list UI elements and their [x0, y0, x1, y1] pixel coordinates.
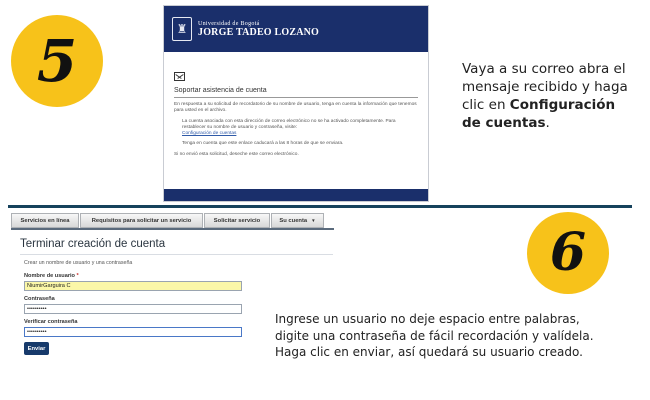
account-configuration-link[interactable]: Configuración de cuentas — [182, 131, 237, 137]
top-nav — [11, 213, 334, 230]
step-5-badge — [11, 15, 103, 107]
password-input[interactable]: •••••••••• — [24, 304, 242, 314]
email-paragraph-1: En respuesta a su solicitud de recordatorio de su nombre de usuario, tenga en cuenta la información que tenemos para usted en el archivo. — [174, 102, 417, 114]
instruction-step-5-text: Vaya a su correo abra el mensaje recibido y haga clic en — [462, 61, 628, 113]
email-screenshot — [163, 5, 429, 202]
university-name — [198, 21, 319, 38]
university-name-line2: JORGE TADEO LOZANO — [198, 26, 320, 38]
username-input[interactable]: NiumirGarguira C — [24, 281, 242, 291]
envelope-icon — [174, 72, 185, 81]
email-title: Soportar asistencia de cuenta — [174, 87, 418, 98]
verify-password-input[interactable]: •••••••••• — [24, 327, 242, 337]
tab-your-account[interactable] — [271, 213, 324, 228]
email-body — [164, 52, 428, 158]
form-subtitle: Crear un nombre de usuario y una contraseña — [24, 260, 133, 266]
submit-button[interactable]: Enviar — [24, 342, 49, 355]
username-label-text: Nombre de usuario — [24, 273, 75, 279]
tab-service-requirements[interactable]: Requisitos para solicitar un servicio — [80, 213, 203, 228]
step-6-badge — [527, 212, 609, 294]
instruction-step-5-end: . — [545, 115, 550, 131]
tab-online-services[interactable]: Servicios en línea — [11, 213, 79, 228]
email-footer — [164, 189, 428, 201]
password-label: Contraseña — [24, 296, 55, 302]
instruction-step-6: Ingrese un usuario no deje espacio entre palabras, digite una contraseña de fácil recordación y valídela. Haga clic en enviar, así quedará su usuario creado. — [275, 312, 594, 359]
university-logo — [172, 17, 192, 41]
verify-password-label: Verificar contraseña — [24, 319, 78, 325]
university-name-line1: Universidad de Bogotá — [198, 20, 260, 27]
email-paragraph-4: Si no envió esta solicitud, deseche este correo electrónico. — [174, 151, 299, 157]
instruction-step-5 — [462, 60, 632, 132]
tab-request-service[interactable]: Solicitar servicio — [204, 213, 270, 228]
username-label — [11, 273, 334, 279]
chevron-down-icon: ▼ — [311, 218, 316, 223]
email-paragraph-2 — [174, 119, 418, 138]
step-5-number: 5 — [36, 27, 78, 95]
email-header — [164, 6, 428, 52]
form-title: Terminar creación de cuenta — [20, 238, 166, 250]
step-6-number: 6 — [549, 222, 587, 283]
email-paragraph-3: Tenga en cuenta que este enlace caducará a las 8 horas de que se enviara. — [182, 141, 344, 147]
university-crest-icon: ♜ — [176, 22, 188, 36]
required-asterisk: * — [76, 273, 79, 279]
instruction-step-5-bold: Configuración de cuentas — [462, 97, 616, 131]
section-divider — [8, 205, 632, 208]
email-paragraph-2-text: La cuenta asociada con esta dirección de correo electrónico no se ha activado completamente. Para restablecer su nombre de usuario y contraseña, visite: — [182, 118, 396, 130]
tab-your-account-label: Su cuenta — [279, 217, 308, 224]
